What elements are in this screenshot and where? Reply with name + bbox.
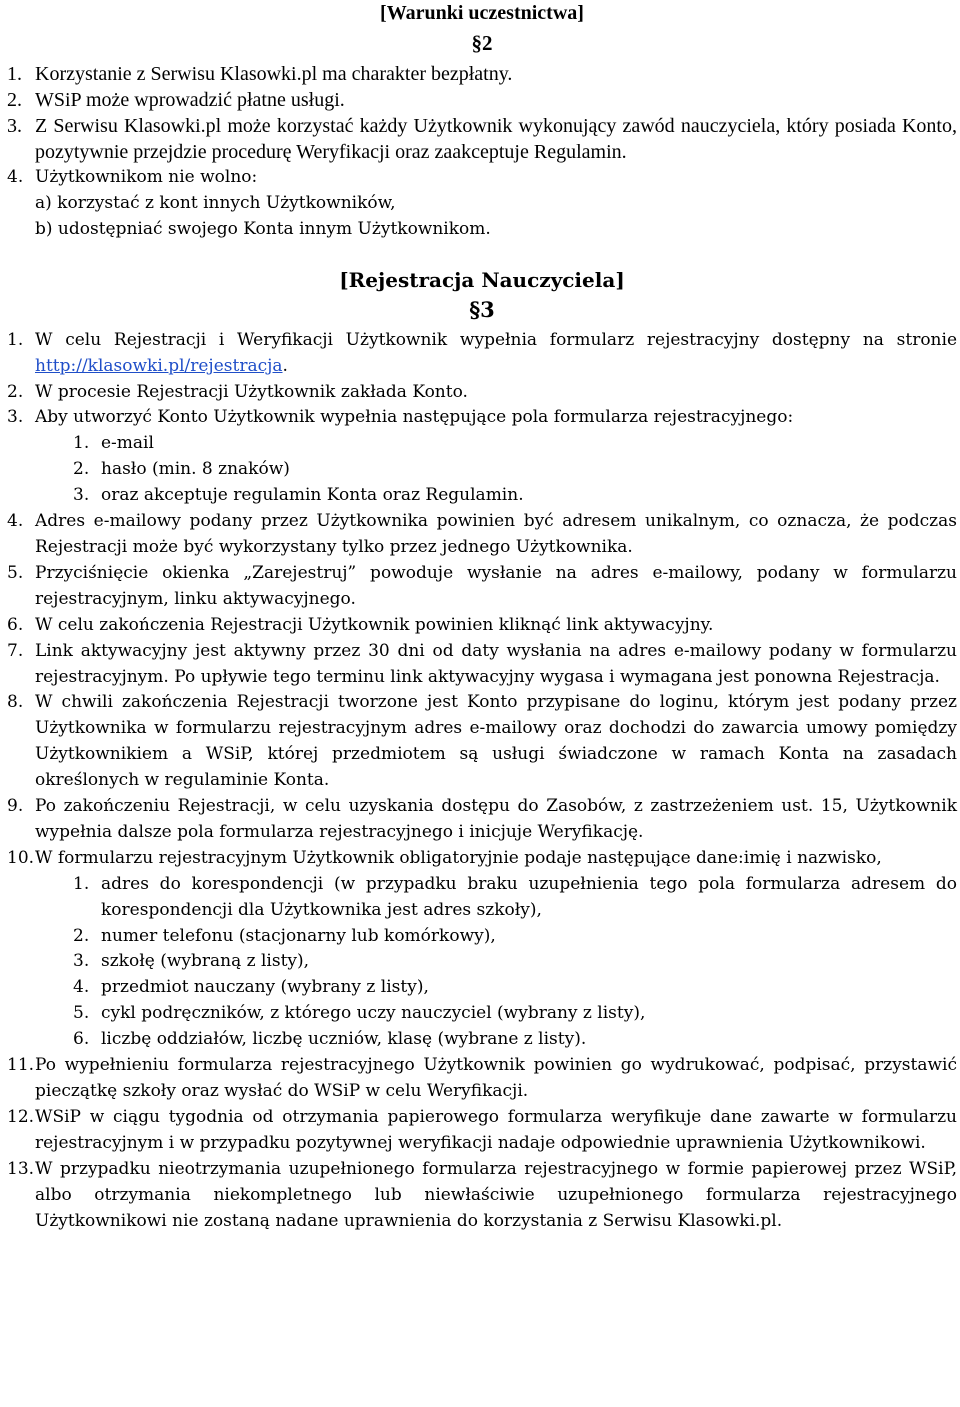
list-item: 13. W przypadku nieotrzymania uzupełnionego formularza rejestracyjnego w formie papierowej przez WSiP, albo otrzymania niekompletnego lub niewłaściwie uzupełnionego formularza rejestracyjnego Użytkownikowi nie zostaną nadane uprawnienia do korzystania z Serwisu Klasowki.pl. bbox=[7, 1158, 957, 1231]
list-item: 1. Korzystanie z Serwisu Klasowki.pl ma charakter bezpłatny. bbox=[7, 63, 513, 85]
list-item: 1. W celu Rejestracji i Weryfikacji Użytkownik wypełnia formularz rejestracyjny dostępny na stronie http://klasowki.pl/rejestracja. bbox=[7, 329, 957, 376]
section-heading: [Warunki uczestnictwa] bbox=[380, 2, 584, 24]
list-item: 8. W chwili zakończenia Rejestracji tworzone jest Konto przypisane do loginu, którym jest podany przez Użytkownika w formularzu rejestracyjnym adres e-mailowy oraz dochodzi do zawarcia umowy pomiędzy Użytkownikiem a WSiP, której przedmiotem są usługi świadczone w ramach Konta na zasadach określonych w regulaminie Konta. bbox=[7, 692, 957, 791]
list-item: 2. WSiP może wprowadzić płatne usługi. bbox=[7, 89, 345, 111]
section-heading: [Rejestracja Nauczyciela] bbox=[339, 267, 625, 292]
list-item: 7. Link aktywacyjny jest aktywny przez 30 dni od daty wysłania na adres e-mailowy podany w formularzu rejestracyjnym. Po upływie tego terminu link aktywacyjny wygasa i wymagana jest ponowna Rejestracja. bbox=[7, 640, 957, 687]
list-item: 9. Po zakończeniu Rejestracji, w celu uzyskania dostępu do Zasobów, z zastrzeżeniem ust. 15, Użytkownik wypełnia dalsze pola formularza rejestracyjnego i inicjuje Weryfikację. bbox=[7, 796, 957, 842]
list-item: 5. Przyciśnięcie okienka „Zarejestruj” powoduje wysłanie na adres e-mailowy, podany w formularzu rejestracyjnym, linku aktywacyjnego. bbox=[7, 562, 957, 609]
sub-list-item: 3. oraz akceptuje regulamin Konta oraz Regulamin. bbox=[73, 485, 524, 506]
list-item: 3. Z Serwisu Klasowki.pl może korzystać każdy Użytkownik wykonujący zawód nauczyciela, który posiada Konto, pozytywnie przejdzie procedurę Weryfikacji oraz zaakceptuje Regulamin. bbox=[7, 115, 957, 163]
section-warunki bbox=[7, 0, 957, 165]
sub-item: a) korzystać z kont innych Użytkowników, bbox=[35, 192, 396, 213]
list-item: 12. WSiP w ciągu tygodnia od otrzymania papierowego formularza weryfikuje dane zawarte w formularzu rejestracyjnym i w przypadku pozytywnej weryfikacji nadaje odpowiednie uprawnienia Użytkownikowi. bbox=[7, 1106, 957, 1153]
list-item: 10. W formularzu rejestracyjnym Użytkownik obligatoryjnie podaje następujące dane:imię i nazwisko, 1. adres do korespondencji (w przypadku braku uzupełnienia tego pola formularza adresem do korespondencji dla Użytkownika jest adres szkoły), 2. numer telefonu (stacjonarny lub komórkowy), 3. szkołę (wybraną z listy), 4. przedmiot nauczany (wybrany z listy), 5. cykl podręczników, z którego uczy nauczyciel (wybrany z listy), 6. liczbę oddziałów, liczbę uczniów, klasę (wybrane z listy). bbox=[7, 846, 957, 1053]
conditions-list-cont bbox=[7, 165, 957, 243]
sub-list-item: 1. e-mail bbox=[73, 433, 154, 454]
sub-list-item: 3. szkołę (wybraną z listy), bbox=[73, 951, 310, 972]
sub-list-item: 2. numer telefonu (stacjonarny lub komórkowy), bbox=[73, 925, 496, 946]
registration-link[interactable]: http://klasowki.pl/rejestracja bbox=[35, 355, 283, 376]
sub-item: b) udostępniać swojego Konta innym Użytkownikom. bbox=[35, 218, 491, 239]
registration-list bbox=[7, 328, 957, 1235]
sub-list-item: 6. liczbę oddziałów, liczbę uczniów, klasę (wybrane z listy). bbox=[73, 1029, 587, 1050]
list-item: 11. Po wypełnieniu formularza rejestracyjnego Użytkownik powinien go wydrukować, podpisać, przystawić pieczątkę szkoły oraz wysłać do WSiP w celu Weryfikacji. bbox=[7, 1055, 957, 1101]
sub-list-item: 4. przedmiot nauczany (wybrany z listy), bbox=[73, 977, 429, 998]
section-sign: §2 bbox=[471, 31, 493, 55]
section-sign: §3 bbox=[469, 296, 495, 322]
conditions-list bbox=[7, 61, 957, 165]
sub-list bbox=[35, 872, 957, 1053]
list-item: 4. Adres e-mailowy podany przez Użytkownika powinien być adresem unikalnym, co oznacza, że podczas Rejestracji może być wykorzystany tylko przez jednego Użytkownika. bbox=[7, 511, 957, 557]
sub-list-item: 5. cykl podręczników, z którego uczy nauczyciel (wybrany z listy), bbox=[73, 1003, 646, 1024]
list-item: 6. W celu zakończenia Rejestracji Użytkownik powinien kliknąć link aktywacyjny. bbox=[7, 614, 714, 635]
list-item: 3. Aby utworzyć Konto Użytkownik wypełnia następujące pola formularza rejestracyjnego: 1. e-mail 2. hasło (min. 8 znaków) 3. oraz akceptuje regulamin Konta oraz Regulamin. bbox=[7, 405, 957, 509]
list-item: 4. Użytkownikom nie wolno: a) korzystać z kont innych Użytkowników, b) udostępniać swojego Konta innym Użytkownikom. bbox=[7, 165, 957, 243]
sub-list-item: 1. adres do korespondencji (w przypadku braku uzupełnienia tego pola formularza adresem do korespondencji dla Użytkownika jest adres szkoły), bbox=[73, 873, 957, 920]
sub-list bbox=[35, 431, 957, 509]
list-item: 2. W procesie Rejestracji Użytkownik zakłada Konto. bbox=[7, 381, 468, 402]
sub-list-item: 2. hasło (min. 8 znaków) bbox=[73, 459, 290, 480]
